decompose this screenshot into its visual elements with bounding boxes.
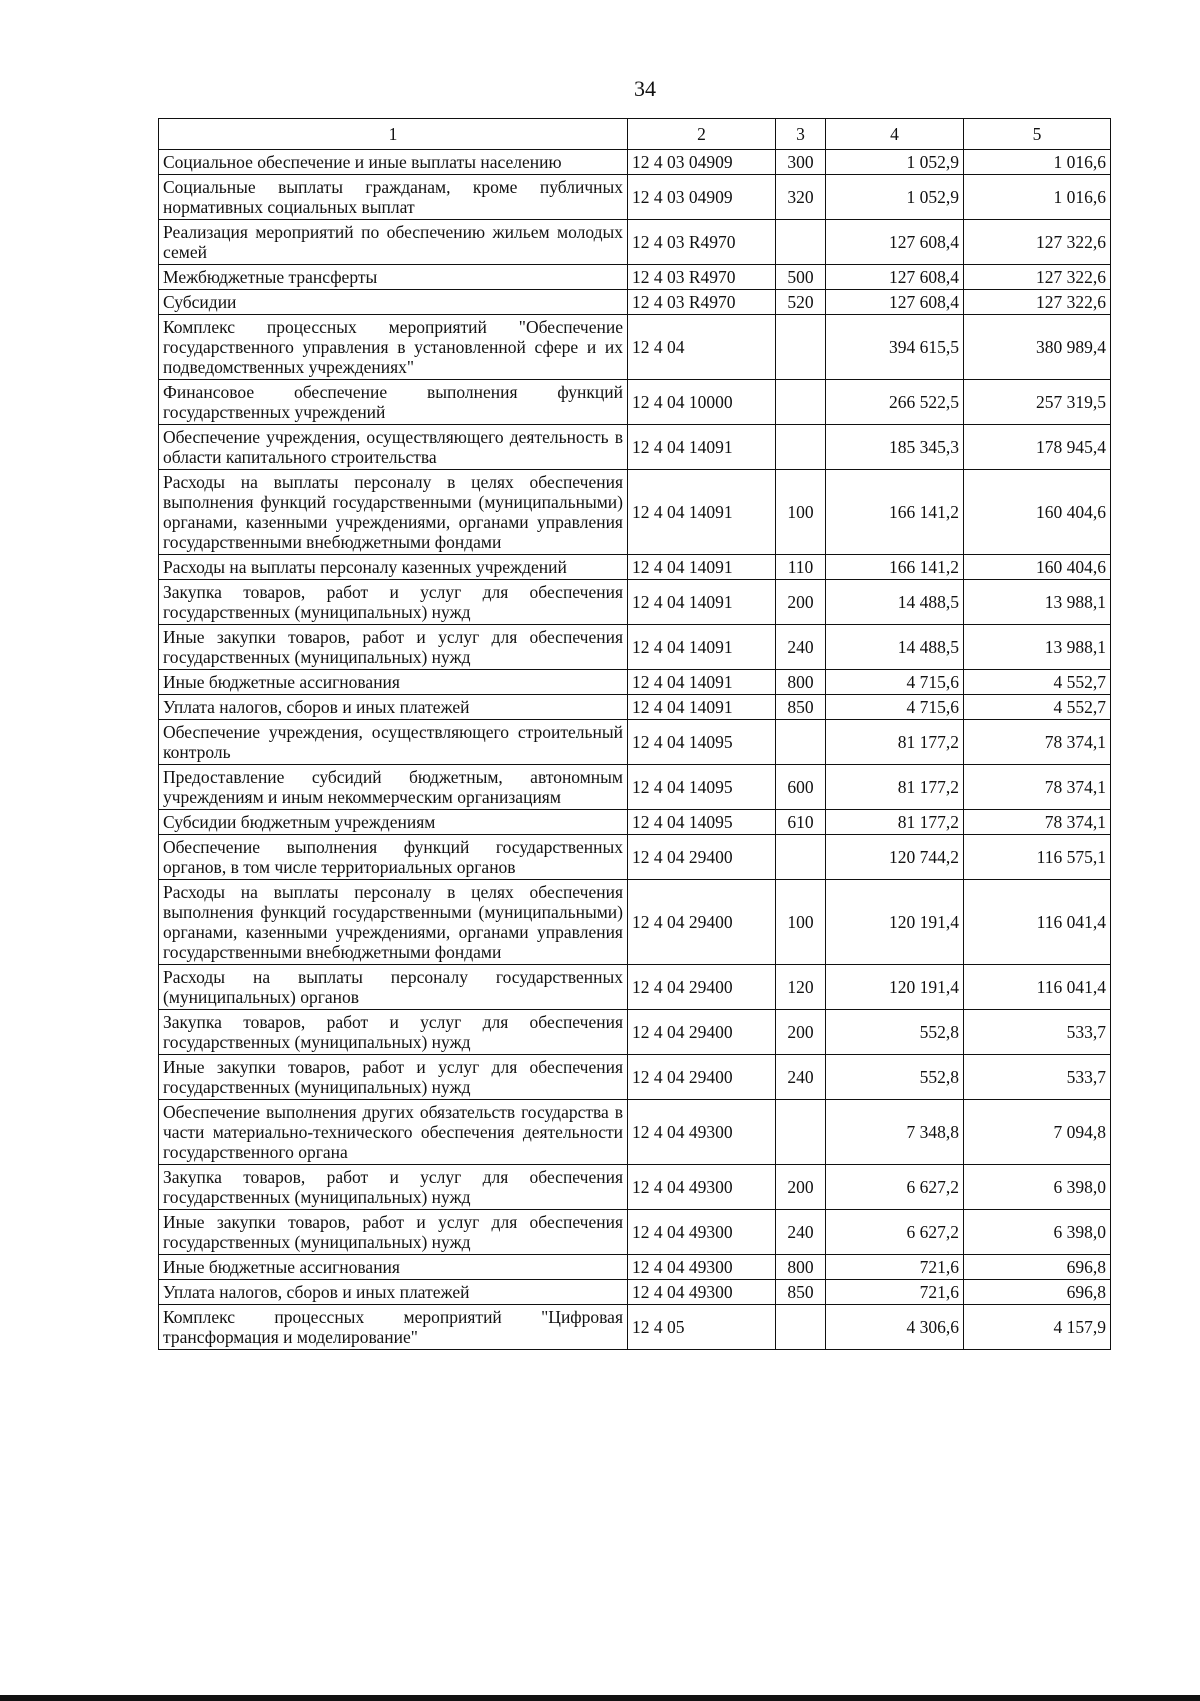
table-row [159, 1280, 1111, 1305]
row-value-4-cell: 14 488,5 [826, 625, 964, 670]
row-code-cell: 12 4 04 14091 [628, 470, 776, 555]
row-code-cell: 12 4 04 14095 [628, 720, 776, 765]
row-value-5-cell: 160 404,6 [964, 555, 1111, 580]
row-code-cell: 12 4 03 R4970 [628, 220, 776, 265]
page-number: 34 [634, 76, 656, 101]
row-expense-type-cell: 100 [776, 470, 826, 555]
row-expense-type-cell: 240 [776, 1210, 826, 1255]
row-name-cell: Обеспечение учреждения, осуществляющего строительный контроль [159, 720, 628, 765]
row-name-cell: Закупка товаров, работ и услуг для обеспечения государственных (муниципальных) нужд [159, 580, 628, 625]
row-value-4-cell: 81 177,2 [826, 720, 964, 765]
row-name-cell: Иные закупки товаров, работ и услуг для обеспечения государственных (муниципальных) нужд [159, 1055, 628, 1100]
row-expense-type-cell [776, 1305, 826, 1350]
row-value-5-cell: 533,7 [964, 1010, 1111, 1055]
row-value-4-cell: 7 348,8 [826, 1100, 964, 1165]
row-value-5-cell: 257 319,5 [964, 380, 1111, 425]
row-expense-type-cell [776, 1100, 826, 1165]
row-name-cell: Комплекс процессных мероприятий "Цифровая трансформация и моделирование" [159, 1305, 628, 1350]
row-value-4-cell: 721,6 [826, 1280, 964, 1305]
row-expense-type-cell: 120 [776, 965, 826, 1010]
row-value-5-cell: 7 094,8 [964, 1100, 1111, 1165]
row-value-4-cell: 127 608,4 [826, 290, 964, 315]
bottom-border [0, 1695, 1200, 1701]
row-value-5-cell: 6 398,0 [964, 1165, 1111, 1210]
row-name-cell: Субсидии [159, 290, 628, 315]
row-expense-type-cell: 200 [776, 1165, 826, 1210]
row-value-4-cell: 14 488,5 [826, 580, 964, 625]
table-row [159, 175, 1111, 220]
row-expense-type-cell: 240 [776, 1055, 826, 1100]
table-row [159, 150, 1111, 175]
row-expense-type-cell: 850 [776, 1280, 826, 1305]
row-value-4-cell: 120 191,4 [826, 880, 964, 965]
table-row [159, 670, 1111, 695]
row-value-5-cell: 4 552,7 [964, 695, 1111, 720]
row-name-cell: Субсидии бюджетным учреждениям [159, 810, 628, 835]
row-value-5-cell: 13 988,1 [964, 625, 1111, 670]
row-code-cell: 12 4 04 49300 [628, 1165, 776, 1210]
row-code-cell: 12 4 03 04909 [628, 175, 776, 220]
row-code-cell: 12 4 03 R4970 [628, 265, 776, 290]
row-value-4-cell: 4 306,6 [826, 1305, 964, 1350]
table-row [159, 580, 1111, 625]
row-expense-type-cell: 200 [776, 1010, 826, 1055]
row-name-cell: Иные закупки товаров, работ и услуг для обеспечения государственных (муниципальных) нужд [159, 1210, 628, 1255]
row-name-cell: Уплата налогов, сборов и иных платежей [159, 1280, 628, 1305]
row-value-4-cell: 81 177,2 [826, 765, 964, 810]
row-value-4-cell: 4 715,6 [826, 670, 964, 695]
row-value-5-cell: 178 945,4 [964, 425, 1111, 470]
row-value-4-cell: 81 177,2 [826, 810, 964, 835]
table-row [159, 835, 1111, 880]
row-code-cell: 12 4 04 14091 [628, 695, 776, 720]
row-expense-type-cell: 200 [776, 580, 826, 625]
column-header-vr: 3 [776, 119, 826, 150]
table-row [159, 765, 1111, 810]
column-header-name: 1 [159, 119, 628, 150]
row-value-5-cell: 380 989,4 [964, 315, 1111, 380]
row-value-5-cell: 533,7 [964, 1055, 1111, 1100]
row-name-cell: Уплата налогов, сборов и иных платежей [159, 695, 628, 720]
row-code-cell: 12 4 04 49300 [628, 1100, 776, 1165]
row-value-4-cell: 120 744,2 [826, 835, 964, 880]
row-value-4-cell: 1 052,9 [826, 150, 964, 175]
row-code-cell: 12 4 04 49300 [628, 1280, 776, 1305]
table-header-row [159, 119, 1111, 150]
table-row [159, 625, 1111, 670]
row-code-cell: 12 4 04 14091 [628, 425, 776, 470]
column-header-value-5: 5 [964, 119, 1111, 150]
row-name-cell: Реализация мероприятий по обеспечению жильем молодых семей [159, 220, 628, 265]
row-expense-type-cell: 300 [776, 150, 826, 175]
table-row [159, 1165, 1111, 1210]
row-code-cell: 12 4 04 14095 [628, 810, 776, 835]
table-row [159, 720, 1111, 765]
row-code-cell: 12 4 05 [628, 1305, 776, 1350]
row-code-cell: 12 4 03 04909 [628, 150, 776, 175]
row-code-cell: 12 4 04 10000 [628, 380, 776, 425]
row-value-5-cell: 4 157,9 [964, 1305, 1111, 1350]
row-value-4-cell: 6 627,2 [826, 1165, 964, 1210]
row-expense-type-cell [776, 835, 826, 880]
row-value-4-cell: 6 627,2 [826, 1210, 964, 1255]
row-code-cell: 12 4 04 [628, 315, 776, 380]
row-code-cell: 12 4 04 14091 [628, 580, 776, 625]
row-value-5-cell: 4 552,7 [964, 670, 1111, 695]
table-row [159, 425, 1111, 470]
row-value-4-cell: 166 141,2 [826, 470, 964, 555]
row-expense-type-cell: 800 [776, 1255, 826, 1280]
row-value-5-cell: 78 374,1 [964, 720, 1111, 765]
row-expense-type-cell: 610 [776, 810, 826, 835]
row-name-cell: Обеспечение выполнения других обязательств государства в части материально-технического обеспечения деятельности государственного органа [159, 1100, 628, 1165]
row-value-5-cell: 127 322,6 [964, 290, 1111, 315]
row-value-5-cell: 116 575,1 [964, 835, 1111, 880]
row-name-cell: Предоставление субсидий бюджетным, автономным учреждениям и иным некоммерческим организациям [159, 765, 628, 810]
table-row [159, 880, 1111, 965]
row-code-cell: 12 4 04 14091 [628, 670, 776, 695]
row-value-5-cell: 696,8 [964, 1255, 1111, 1280]
table-row [159, 1255, 1111, 1280]
table-row [159, 965, 1111, 1010]
row-value-4-cell: 1 052,9 [826, 175, 964, 220]
row-expense-type-cell [776, 720, 826, 765]
row-code-cell: 12 4 04 14091 [628, 555, 776, 580]
row-value-4-cell: 394 615,5 [826, 315, 964, 380]
table-row [159, 220, 1111, 265]
table-row [159, 380, 1111, 425]
column-header-code: 2 [628, 119, 776, 150]
row-name-cell: Финансовое обеспечение выполнения функций государственных учреждений [159, 380, 628, 425]
row-name-cell: Иные бюджетные ассигнования [159, 1255, 628, 1280]
table-row [159, 470, 1111, 555]
row-name-cell: Расходы на выплаты персоналу в целях обеспечения выполнения функций государственными (муниципальными) органами, казенными учреждениями, органами управления государственными внебюджетными фондами [159, 880, 628, 965]
row-value-5-cell: 78 374,1 [964, 765, 1111, 810]
row-value-4-cell: 185 345,3 [826, 425, 964, 470]
row-name-cell: Межбюджетные трансферты [159, 265, 628, 290]
row-name-cell: Расходы на выплаты персоналу государственных (муниципальных) органов [159, 965, 628, 1010]
row-expense-type-cell: 320 [776, 175, 826, 220]
row-code-cell: 12 4 04 29400 [628, 965, 776, 1010]
row-value-4-cell: 127 608,4 [826, 265, 964, 290]
row-expense-type-cell [776, 315, 826, 380]
row-value-4-cell: 4 715,6 [826, 695, 964, 720]
row-value-4-cell: 552,8 [826, 1010, 964, 1055]
row-expense-type-cell [776, 425, 826, 470]
row-name-cell: Закупка товаров, работ и услуг для обеспечения государственных (муниципальных) нужд [159, 1165, 628, 1210]
row-value-5-cell: 116 041,4 [964, 880, 1111, 965]
row-value-4-cell: 721,6 [826, 1255, 964, 1280]
row-name-cell: Иные бюджетные ассигнования [159, 670, 628, 695]
row-code-cell: 12 4 04 14091 [628, 625, 776, 670]
row-value-5-cell: 160 404,6 [964, 470, 1111, 555]
row-name-cell: Расходы на выплаты персоналу в целях обеспечения выполнения функций государственными (муниципальными) органами, казенными учреждениями, органами управления государственными внебюджетными фондами [159, 470, 628, 555]
row-expense-type-cell: 110 [776, 555, 826, 580]
row-name-cell: Обеспечение выполнения функций государственных органов, в том числе территориальных органов [159, 835, 628, 880]
row-code-cell: 12 4 04 29400 [628, 1055, 776, 1100]
row-name-cell: Расходы на выплаты персоналу казенных учреждений [159, 555, 628, 580]
row-value-5-cell: 127 322,6 [964, 265, 1111, 290]
row-name-cell: Закупка товаров, работ и услуг для обеспечения государственных (муниципальных) нужд [159, 1010, 628, 1055]
table-row [159, 555, 1111, 580]
row-name-cell: Социальные выплаты гражданам, кроме публичных нормативных социальных выплат [159, 175, 628, 220]
row-value-5-cell: 13 988,1 [964, 580, 1111, 625]
row-code-cell: 12 4 04 49300 [628, 1255, 776, 1280]
row-value-5-cell: 78 374,1 [964, 810, 1111, 835]
row-value-5-cell: 6 398,0 [964, 1210, 1111, 1255]
table-row [159, 265, 1111, 290]
row-expense-type-cell: 600 [776, 765, 826, 810]
budget-table [158, 118, 1111, 1350]
row-value-5-cell: 696,8 [964, 1280, 1111, 1305]
row-value-4-cell: 120 191,4 [826, 965, 964, 1010]
row-code-cell: 12 4 04 29400 [628, 1010, 776, 1055]
row-expense-type-cell [776, 380, 826, 425]
table-row [159, 290, 1111, 315]
row-expense-type-cell: 100 [776, 880, 826, 965]
row-name-cell: Социальное обеспечение и иные выплаты населению [159, 150, 628, 175]
column-header-value-4: 4 [826, 119, 964, 150]
row-code-cell: 12 4 04 14095 [628, 765, 776, 810]
table-row [159, 315, 1111, 380]
row-value-5-cell: 1 016,6 [964, 175, 1111, 220]
row-name-cell: Иные закупки товаров, работ и услуг для обеспечения государственных (муниципальных) нужд [159, 625, 628, 670]
row-value-4-cell: 166 141,2 [826, 555, 964, 580]
row-expense-type-cell: 850 [776, 695, 826, 720]
table-row [159, 695, 1111, 720]
row-expense-type-cell: 240 [776, 625, 826, 670]
row-code-cell: 12 4 04 29400 [628, 835, 776, 880]
row-value-4-cell: 127 608,4 [826, 220, 964, 265]
row-name-cell: Комплекс процессных мероприятий "Обеспечение государственного управления в установленной сфере и их подведомственных учреждениях" [159, 315, 628, 380]
row-code-cell: 12 4 03 R4970 [628, 290, 776, 315]
row-code-cell: 12 4 04 49300 [628, 1210, 776, 1255]
row-name-cell: Обеспечение учреждения, осуществляющего деятельность в области капитального строительства [159, 425, 628, 470]
table-row [159, 810, 1111, 835]
table-row [159, 1100, 1111, 1165]
table-body [159, 150, 1111, 1350]
table-row [159, 1305, 1111, 1350]
row-expense-type-cell: 520 [776, 290, 826, 315]
table-row [159, 1210, 1111, 1255]
row-value-5-cell: 127 322,6 [964, 220, 1111, 265]
table-row [159, 1010, 1111, 1055]
row-value-5-cell: 116 041,4 [964, 965, 1111, 1010]
row-value-5-cell: 1 016,6 [964, 150, 1111, 175]
row-value-4-cell: 266 522,5 [826, 380, 964, 425]
row-value-4-cell: 552,8 [826, 1055, 964, 1100]
row-expense-type-cell [776, 220, 826, 265]
row-code-cell: 12 4 04 29400 [628, 880, 776, 965]
table-row [159, 1055, 1111, 1100]
row-expense-type-cell: 500 [776, 265, 826, 290]
row-expense-type-cell: 800 [776, 670, 826, 695]
